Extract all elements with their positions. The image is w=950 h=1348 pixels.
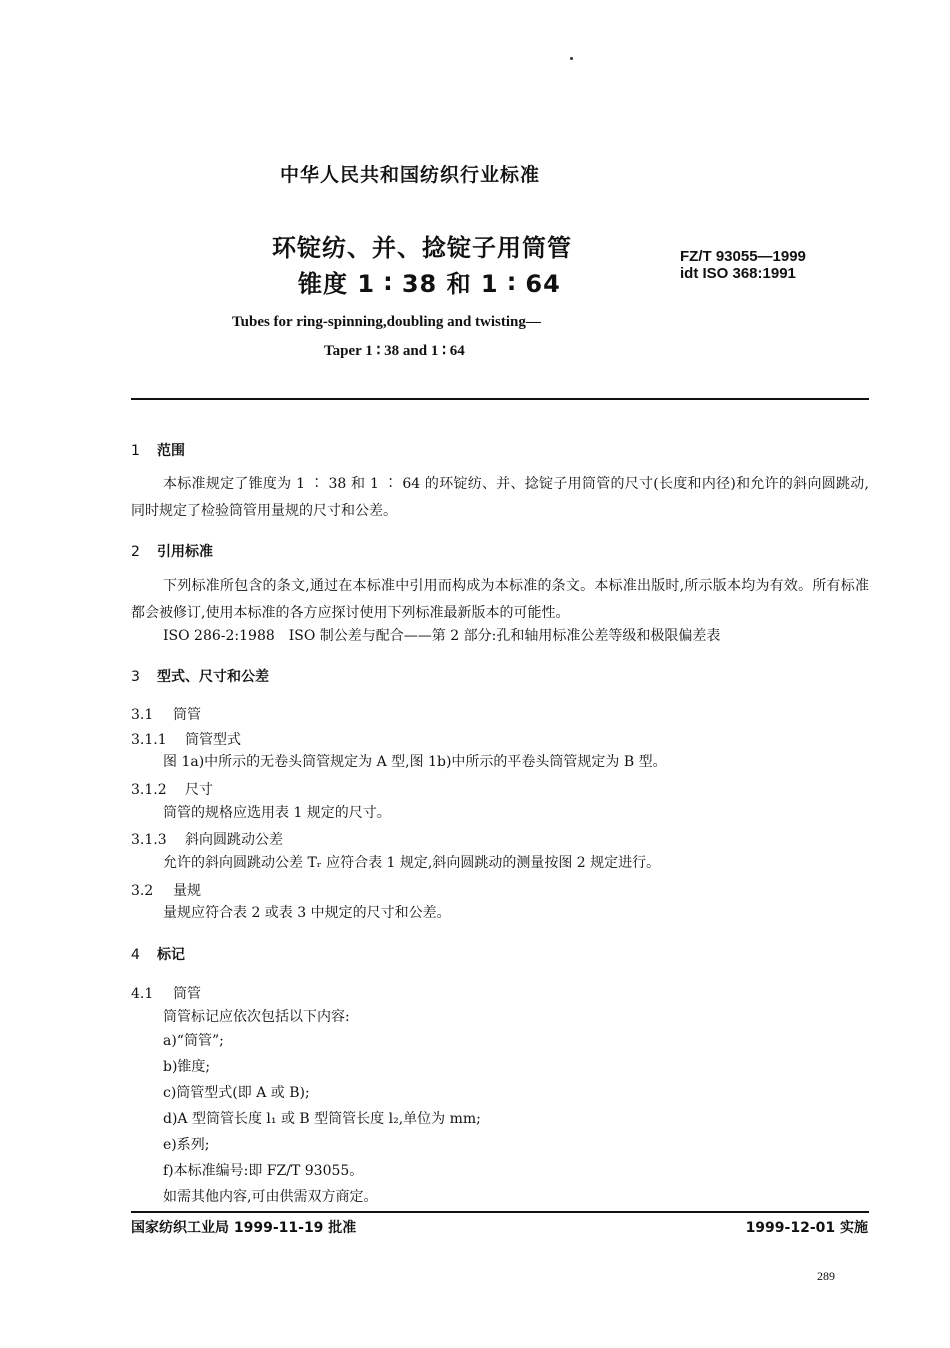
closing-note: 如需其他内容,可由供需双方商定。 — [163, 1189, 378, 1205]
clause-3-2 — [131, 880, 201, 900]
clause-3-1 — [131, 704, 201, 724]
section-4-heading — [131, 944, 185, 964]
list-item: d)A 型筒管长度 l₁ 或 B 型筒管长度 l₂,单位为 mm; — [163, 1111, 481, 1127]
marking-list — [163, 1028, 481, 1210]
clause-title: 斜向圆跳动公差 — [185, 832, 283, 848]
clause-number: 3.1.3 — [131, 832, 167, 848]
clause-3-1-3 — [131, 829, 283, 849]
list-item: a)“筒管”; — [163, 1033, 224, 1049]
clause-3-1-2-text: 筒管的规格应选用表 1 规定的尺寸。 — [163, 805, 391, 821]
section-3-heading — [131, 666, 269, 686]
clause-number: 3.1.2 — [131, 782, 167, 798]
clause-3-1-2 — [131, 779, 213, 799]
list-item: c)筒管型式(即 A 或 B); — [163, 1085, 310, 1101]
section-number: 1 — [131, 443, 140, 459]
clause-4-1 — [131, 983, 201, 1003]
clause-title: 量规 — [173, 883, 201, 899]
normative-reference: ISO 286-2:1988 ISO 制公差与配合——第 2 部分:孔和轴用标准公差等级和极限偏差表 — [163, 628, 721, 644]
marking-intro: 筒管标记应依次包括以下内容: — [163, 1009, 350, 1025]
clause-3-2-text: 量规应符合表 2 或表 3 中规定的尺寸和公差。 — [163, 905, 451, 921]
scan-speck — [570, 57, 573, 60]
idt-reference: idt ISO 368:1991 — [680, 265, 796, 282]
section-title: 型式、尺寸和公差 — [157, 669, 269, 685]
section-1-paragraph: 本标准规定了锥度为 1 ∶ 38 和 1 ∶ 64 的环锭纺、并、捻锭子用筒管的尺寸(长度和内径)和允许的斜向圆跳动,同时规定了检验筒管用量规的尺寸和公差。 — [131, 476, 869, 519]
clause-number: 3.1 — [131, 707, 154, 723]
standard-number: FZ/T 93055—1999 — [680, 248, 806, 265]
title-cn-line2: 锥度 1 ∶ 38 和 1 ∶ 64 — [298, 270, 561, 298]
issuing-body: 中华人民共和国纺织行业标准 — [279, 164, 540, 186]
section-title: 范围 — [157, 443, 185, 459]
title-cn-line1: 环锭纺、并、捻锭子用筒管 — [272, 234, 572, 262]
section-title: 引用标准 — [157, 544, 213, 560]
list-item: b)锥度; — [163, 1059, 211, 1075]
section-number: 4 — [131, 947, 140, 963]
title-en-line2: Taper 1 ∶ 38 and 1 ∶ 64 — [324, 343, 465, 359]
clause-3-1-1 — [131, 729, 241, 749]
clause-title: 筒管 — [173, 986, 201, 1002]
clause-3-1-3-text: 允许的斜向圆跳动公差 Tᵣ 应符合表 1 规定,斜向圆跳动的测量按图 2 规定进行。 — [163, 855, 661, 871]
section-number: 2 — [131, 544, 140, 560]
list-item: f)本标准编号:即 FZ/T 93055。 — [163, 1163, 364, 1179]
approval-date: 国家纺织工业局 1999-11-19 批准 — [131, 1220, 357, 1236]
clause-number: 4.1 — [131, 986, 154, 1002]
clause-title: 筒管 — [173, 707, 201, 723]
list-item: e)系列; — [163, 1137, 210, 1153]
section-1-heading — [131, 440, 185, 460]
clause-number: 3.2 — [131, 883, 154, 899]
section-2-heading — [131, 541, 213, 561]
clause-title: 尺寸 — [185, 782, 213, 798]
standard-number-block — [680, 248, 806, 282]
section-title: 标记 — [157, 947, 185, 963]
clause-3-1-1-text: 图 1a)中所示的无卷头筒管规定为 A 型,图 1b)中所示的平卷头筒管规定为 B 型。 — [163, 754, 667, 770]
clause-title: 筒管型式 — [185, 732, 241, 748]
title-en-line1: Tubes for ring-spinning,doubling and twisting— — [232, 314, 541, 330]
header-rule — [131, 398, 869, 400]
section-number: 3 — [131, 669, 140, 685]
clause-number: 3.1.1 — [131, 732, 167, 748]
implementation-date: 1999-12-01 实施 — [745, 1220, 868, 1236]
footer-rule — [131, 1211, 869, 1213]
page-number: 289 — [817, 1269, 835, 1283]
section-2-paragraph: 下列标准所包含的条文,通过在本标准中引用而构成为本标准的条文。本标准出版时,所示版本均为有效。所有标准都会被修订,使用本标准的各方应探讨使用下列标准最新版本的可能性。 — [131, 578, 869, 621]
